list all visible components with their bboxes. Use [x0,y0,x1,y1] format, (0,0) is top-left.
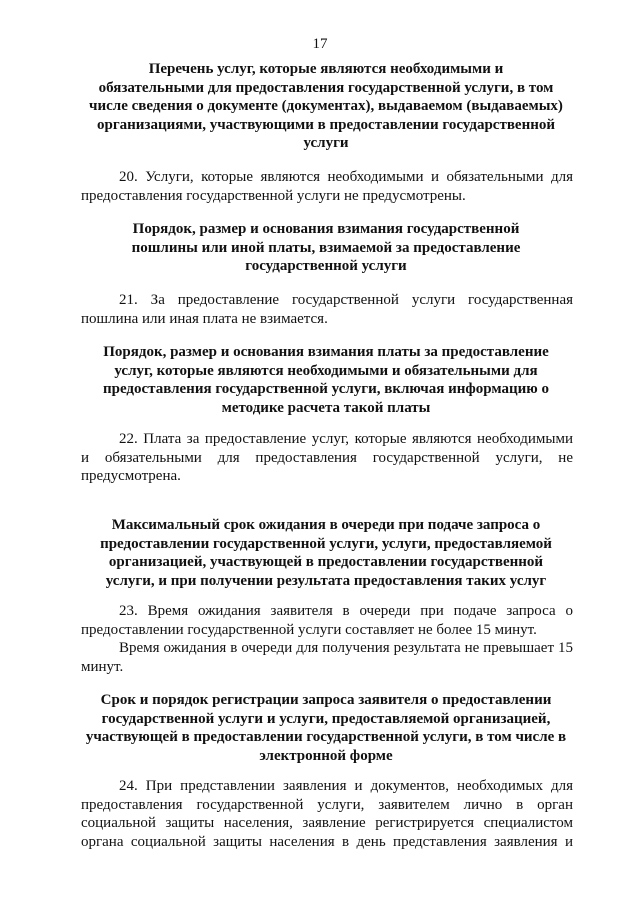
paragraph-line: минут. [81,658,124,675]
heading-line: Перечень услуг, которые являются необходимыми и [148,61,504,77]
paragraph-line: 22. Плата за предоставление услуг, которые являются необходимыми [119,431,573,447]
heading-line: пошлины или иной платы, взимаемой за предоставление [131,239,521,256]
heading-line: услуги [303,135,349,152]
heading-line: электронной форме [259,747,393,764]
paragraph-line: и обязательными для предоставления государственной услуги, не [81,449,573,466]
paragraph-line: 23. Время ожидания заявителя в очереди при подаче запроса о [119,603,573,619]
heading-line: Порядок, размер и основания взимания платы за предоставление [103,344,549,360]
heading-line: организацией, участвующей в предоставлении государственной [108,554,544,571]
heading-line: услуги, и при получении результата предоставления таких услуг [105,572,547,589]
paragraph-line: Время ожидания в очереди для получения результата не превышает 15 [119,640,573,656]
paragraph-line: предусмотрена. [81,468,181,485]
paragraph-line: 21. За предоставление государственной услуги государственная [119,292,573,308]
heading-line: государственной услуги и услуги, предоставляемой организацией, [101,710,551,727]
paragraph-21 [81,291,573,328]
paragraph-line: предоставления государственной услуги, заявителем лично в орган [81,796,573,813]
paragraph-24 [81,777,573,851]
heading-line: числе сведения о документе (документах), выдаваемом (выдаваемых) [89,98,563,115]
heading-line: услуг, которые являются необходимыми и обязательными для [114,362,538,379]
section-heading-fee-for-services [60,343,592,417]
paragraph-line: 20. Услуги, которые являются необходимыми и обязательными для [119,169,573,185]
paragraph-line: предоставлении государственной услуги составляет не более 15 минут. [81,621,537,638]
paragraph-23-continued [81,639,573,676]
heading-line: предоставлении государственной услуги, услуги, предоставляемой [100,535,552,552]
paragraph-line: 24. При представлении заявления и документов, необходимых для [119,778,573,794]
heading-line: государственной услуги [245,258,407,275]
section-heading-queue-time [60,516,592,590]
paragraph-20 [81,168,573,205]
heading-line: Порядок, размер и основания взимания государственной [132,221,520,237]
heading-line: предоставления государственной услуги, включая информацию о [102,381,550,398]
page-number: 17 [312,36,328,52]
section-heading-registration [60,691,592,765]
heading-line: организациями, участвующими в предоставлении государственной [96,116,556,133]
heading-line: методике расчета такой платы [221,399,431,416]
paragraph-line: социальной защиты населения, заявление регистрируется специалистом [81,815,573,832]
paragraph-line: пошлина или иная плата не взимается. [81,310,328,327]
heading-line: Срок и порядок регистрации запроса заявителя о предоставлении [100,692,552,708]
paragraph-23 [81,602,573,639]
paragraph-line: предоставления государственной услуги не предусмотрены. [81,187,466,204]
heading-line: обязательными для предоставления государственной услуги, в том [98,79,554,96]
section-heading-state-fee [60,220,592,276]
heading-line: участвующей в предоставлении государственной услуги, в том числе в [85,729,567,746]
paragraph-22 [81,430,573,486]
section-heading-services-list [60,60,592,153]
paragraph-line: органа социальной защиты населения в день представления заявления и [81,833,573,850]
heading-line: Максимальный срок ожидания в очереди при подаче запроса о [111,517,541,533]
